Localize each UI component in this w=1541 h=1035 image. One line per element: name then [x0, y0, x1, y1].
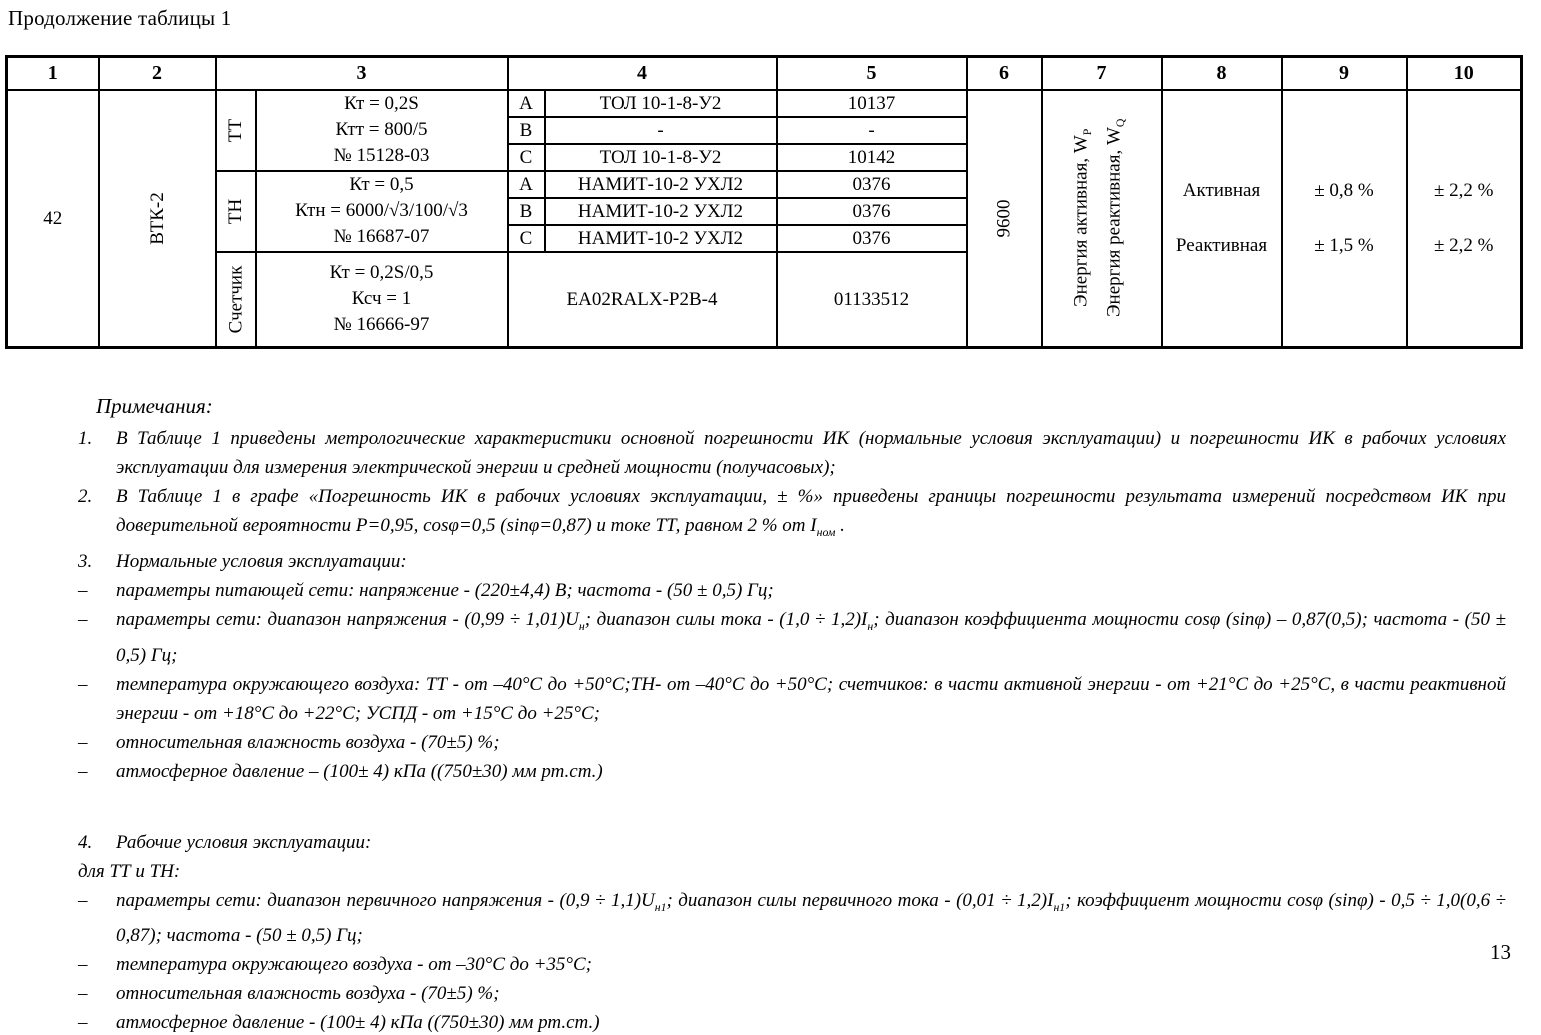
object-name-cell	[99, 90, 216, 348]
meter-type-cell: EA02RALX-P2B-4	[508, 252, 777, 348]
row-number-cell: 42	[7, 90, 99, 348]
note-text: параметры сети: диапазон первичного напряжения - $(0,9 \div 1,1)U_{н1}$; диапазон силы первичного тока - $(0,01 \div 1,2)I_{н1}$; коэффициент мощности cosφ (sinφ) - 0,5 ÷ 1,0(0,6 ÷ 0,87); частота - (50 ± 0,5) Гц;	[116, 889, 1506, 947]
meter-label-vertical: Счетчик	[225, 265, 247, 334]
working-conditions-group	[78, 828, 1506, 1035]
dash-marker: –	[78, 731, 88, 753]
device-type-cell: НАМИТ-10-2 УХЛ2	[545, 225, 777, 252]
operating-error-cell	[1407, 90, 1522, 348]
meter-serial-cell: 01133512	[777, 252, 967, 348]
dash-marker: –	[78, 1012, 88, 1034]
note-dash-item	[78, 728, 1506, 757]
col-header-5: 5	[777, 57, 967, 90]
dash-marker: –	[78, 954, 88, 976]
measured-quantities-vertical	[1069, 119, 1135, 317]
col-header-2: 2	[99, 57, 216, 90]
notes-section	[78, 392, 1506, 1035]
phase-cell: В	[508, 117, 545, 144]
serial-cell: 10137	[777, 90, 967, 117]
col-header-6: 6	[967, 57, 1042, 90]
col-header-3: 3	[216, 57, 508, 90]
energy-kind-cell	[1162, 90, 1282, 348]
page-title: Продолжение таблицы 1	[8, 6, 232, 30]
note-marker: 3.	[78, 550, 93, 572]
note-text: температура окружающего воздуха - от –30°С до +35°С;	[116, 954, 592, 976]
phase-cell: С	[508, 225, 545, 252]
note-item-4	[78, 828, 1506, 857]
dash-marker: –	[78, 608, 88, 630]
note-dash-item	[78, 605, 1506, 670]
tn-label-vertical: ТН	[224, 198, 246, 224]
annual-energy-cell	[967, 90, 1042, 348]
base-error-cell	[1282, 90, 1407, 348]
device-type-cell: -	[545, 117, 777, 144]
note-dash-item	[78, 757, 1506, 786]
note-dash-item	[78, 886, 1506, 951]
note-text: атмосферное давление - (100± 4) кПа ((750±30) мм рт.ст.)	[116, 1012, 600, 1034]
param-line: Ксч = 1	[351, 288, 412, 310]
note-subheading	[78, 857, 1506, 886]
note-dash-item	[78, 950, 1506, 979]
param-line: № 16666-97	[333, 314, 430, 336]
object-name-vertical: ВТК-2	[146, 191, 168, 245]
note-marker: 4.	[78, 831, 93, 853]
table-row	[7, 90, 1522, 117]
note-item-2	[78, 482, 1506, 547]
note-item-1	[78, 424, 1506, 482]
annual-energy-vertical: 9600	[993, 199, 1015, 238]
equipment-group-label-cell	[216, 90, 256, 171]
dash-marker: –	[78, 673, 88, 695]
note-marker: 1.	[78, 428, 93, 449]
note-text: Рабочие условия эксплуатации:	[116, 831, 372, 853]
operating-error-reactive: ± 2,2 %	[1433, 235, 1494, 257]
base-error-active: ± 0,8 %	[1314, 180, 1374, 202]
param-line: Кт = 0,5	[349, 174, 414, 195]
phase-cell: С	[508, 144, 545, 171]
note-text: температура окружающего воздуха: ТТ - от –40°С до +50°С;ТН- от –40°С до +50°С; счетчиков: в части активной энергии - от +21°С до +25°С, в части реактивной энергии - от +18°С до +22°С; УСПД - от +15°С до +25°С;	[116, 673, 1506, 724]
note-item-3	[78, 547, 1506, 576]
note-text: относительная влажность воздуха - (70±5) %;	[116, 731, 500, 753]
device-type-cell: НАМИТ-10-2 УХЛ2	[545, 171, 777, 198]
serial-cell: -	[777, 117, 967, 144]
dash-marker: –	[78, 579, 88, 601]
param-line: Ктн = 6000/√3/100/√3	[295, 200, 468, 221]
serial-cell: 0376	[777, 225, 967, 252]
col-header-7: 7	[1042, 57, 1162, 90]
dash-marker: –	[78, 889, 88, 911]
col-header-4: 4	[508, 57, 777, 90]
energy-kind-active: Активная	[1182, 180, 1261, 202]
serial-cell: 0376	[777, 171, 967, 198]
note-dash-item	[78, 979, 1506, 1008]
note-marker: 2.	[78, 486, 93, 507]
col-header-10: 10	[1407, 57, 1522, 90]
equipment-group-label-cell	[216, 171, 256, 252]
phase-cell: В	[508, 198, 545, 225]
phase-cell: А	[508, 90, 545, 117]
col-header-9: 9	[1282, 57, 1407, 90]
equipment-group-label-cell	[216, 252, 256, 348]
dash-marker: –	[78, 760, 88, 782]
operating-error-active: ± 2,2 %	[1433, 180, 1494, 202]
measured-quantity-line: Энергия активная, $W_P$	[1070, 129, 1095, 308]
note-text: параметры сети: диапазон напряжения - $(0,99 \div 1,01)U_н$; диапазон силы тока - $(1,0 \div 1,2)I_н$; диапазон коэффициента мощности cosφ (sinφ) – 0,87(0,5); частота - (50 ± 0,5) Гц;	[116, 608, 1507, 666]
note-text: В Таблице 1 в графе «Погрешность ИК в рабочих условиях эксплуатации, ± %» приведены границы погрешности результата измерений посредством ИК при доверительной вероятности Р=0,95, cosφ=0,5 (sinφ=0,87) и токе ТТ, равном 2 % от $I_{ном}$ .	[116, 486, 1506, 539]
serial-cell: 0376	[777, 198, 967, 225]
page-number: 13	[1490, 940, 1511, 964]
energy-kind-reactive: Реактивная	[1175, 235, 1268, 257]
device-type-cell: НАМИТ-10-2 УХЛ2	[545, 198, 777, 225]
phase-cell: А	[508, 171, 545, 198]
note-text: Нормальные условия эксплуатации:	[116, 550, 407, 572]
device-type-cell: ТОЛ 10-1-8-У2	[545, 90, 777, 117]
note-text: относительная влажность воздуха - (70±5) %;	[116, 983, 500, 1005]
param-line: Кт = 0,2S	[344, 93, 419, 114]
device-type-cell: ТОЛ 10-1-8-У2	[545, 144, 777, 171]
note-dash-item	[78, 576, 1506, 605]
serial-cell: 10142	[777, 144, 967, 171]
note-dash-item	[78, 1008, 1506, 1035]
base-error-reactive: ± 1,5 %	[1314, 235, 1374, 257]
notes-heading: Примечания:	[96, 394, 213, 418]
note-text: для ТТ и ТН:	[78, 860, 181, 882]
note-dash-item	[78, 670, 1506, 728]
meter-params-cell	[256, 252, 508, 348]
measured-quantity-line: Энергия реактивная, $W_Q$	[1103, 119, 1128, 318]
dash-marker: –	[78, 983, 88, 1005]
note-text: атмосферное давление – (100± 4) кПа ((750±30) мм рт.ст.)	[116, 760, 603, 782]
tn-params-cell	[256, 171, 508, 252]
note-text: В Таблице 1 приведены метрологические характеристики основной погрешности ИК (нормальные условия эксплуатации) и погрешности ИК в рабочих условиях эксплуатации для измерения электрической энергии и средней мощности (получасовых);	[116, 428, 1506, 478]
param-line: № 15128-03	[333, 145, 430, 166]
param-line: № 16687-07	[333, 226, 430, 247]
table-header-row	[7, 57, 1522, 90]
param-line: Кт = 0,2S/0,5	[329, 262, 434, 284]
note-text: параметры питающей сети: напряжение - (220±4,4) В; частота - (50 ± 0,5) Гц;	[116, 579, 774, 601]
measurement-channels-table	[5, 55, 1523, 349]
col-header-1: 1	[7, 57, 99, 90]
col-header-8: 8	[1162, 57, 1282, 90]
tt-label-vertical: ТТ	[225, 118, 246, 142]
measured-quantities-cell	[1042, 90, 1162, 348]
param-line: Ктт = 800/5	[335, 119, 428, 140]
tt-params-cell	[256, 90, 508, 171]
